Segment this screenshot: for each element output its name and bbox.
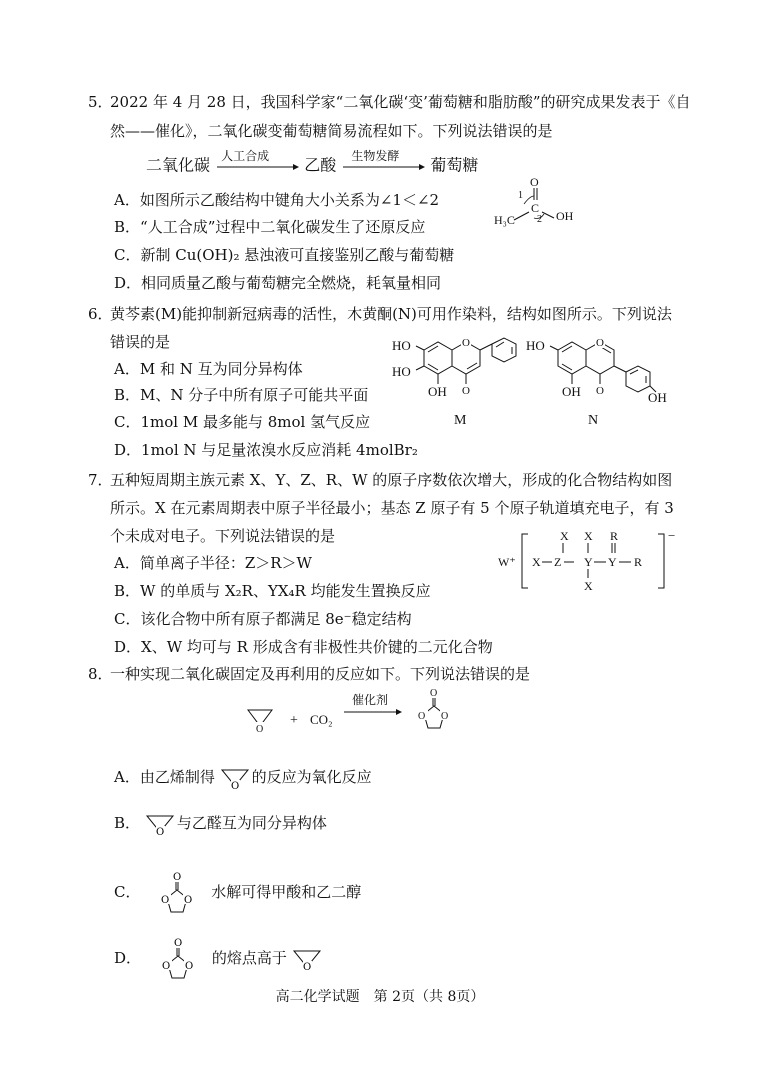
q8-stem-line1: 一种实现二氧化碳固定及再利用的反应如下。下列说法错误的是 <box>110 665 531 683</box>
q5-stem-line1: 2022 年 4 月 28 日，我国科学家“二氧化碳‘变’葡萄糖和脂肪酸”的研究成果发表于《自 <box>110 93 691 111</box>
q5-option-d: D．相同质量乙酸与葡萄糖完全燃烧，耗氧量相同 <box>114 274 442 292</box>
keto-o-n: O <box>596 385 604 397</box>
molecule-m-structure <box>388 336 528 436</box>
atom-x-4: X <box>584 579 593 593</box>
q7-option-c: C．该化合物中所有原子都满足 8e⁻稳定结构 <box>114 610 412 628</box>
atom-r-2: R <box>634 555 643 569</box>
atom-y-1: Y <box>584 555 593 569</box>
q7-stem-line3: 个未成对电子。下列说法错误的是 <box>110 527 336 545</box>
keto-o-m: O <box>462 385 470 397</box>
q5-option-a: A．如图所示乙酸结构中键角大小关系为∠1＜∠2 <box>114 191 440 209</box>
q6-option-a: A．M 和 N 互为同分异构体 <box>114 360 303 378</box>
page-footer: 高二化学试题 第 2页（共 8页） <box>275 989 485 1005</box>
svg-text:O: O <box>161 895 170 906</box>
svg-text:O: O <box>230 781 239 790</box>
label-n: N <box>588 413 599 428</box>
svg-text:O: O <box>256 724 264 735</box>
svg-text:O: O <box>441 711 449 722</box>
option-post: 水解可得甲酸和乙二醇 <box>211 883 362 901</box>
q5-stem-line2: 然——催化》，二氧化碳变葡萄糖简易流程如下。下列说法错误的是 <box>110 122 553 140</box>
ethylene-oxide-icon <box>292 947 324 971</box>
ethylene-carbonate-icon <box>418 688 450 728</box>
ring-o-n: O <box>596 337 604 349</box>
svg-text:O: O <box>173 872 182 883</box>
q6-option-d: D．1mol N 与足量浓溴水反应消耗 4molBr₂ <box>114 441 418 459</box>
compound-structure <box>494 526 694 600</box>
option-letter: C． <box>114 883 141 901</box>
option-pre: 由乙烯制得 <box>139 768 215 786</box>
catalyst-label: 催化剂 <box>352 693 389 707</box>
ho-group-m-1: HO <box>392 338 411 353</box>
flow-arrow-1-label: 人工合成 <box>221 149 270 163</box>
group-h3c: H₃C <box>494 213 515 227</box>
oh-group-n-1: OH <box>562 384 581 399</box>
option-post: 的熔点高于 <box>211 949 287 967</box>
q7-option-d: D．X、W 均可与 R 形成含有非极性共价键的二元化合物 <box>114 638 493 656</box>
molecule-n-structure <box>522 336 672 436</box>
angle-2-label: 2 <box>537 214 542 225</box>
q5-number: 5． <box>88 93 113 111</box>
flow-arrow-1 <box>215 149 299 178</box>
option-post: 与乙醛互为同分异构体 <box>176 814 327 832</box>
ethylene-carbonate-icon <box>154 936 204 982</box>
arrow-icon <box>341 154 425 178</box>
option-letter: B． <box>114 814 141 832</box>
charge-minus: − <box>668 528 676 543</box>
oh-group-n-2: OH <box>648 390 667 405</box>
q8-option-b <box>114 812 327 836</box>
atom-x-3: X <box>584 529 593 543</box>
co2-formula: CO₂ <box>310 712 333 727</box>
svg-text:O: O <box>430 688 438 699</box>
atom-x-1: X <box>532 555 541 569</box>
q8-option-c <box>114 870 361 916</box>
atom-o: O <box>530 175 539 189</box>
svg-text:O: O <box>418 711 426 722</box>
ethylene-oxide-icon <box>248 710 272 735</box>
label-m: M <box>454 413 467 428</box>
q5-option-c: C．新制 Cu(OH)₂ 悬浊液可直接鉴别乙酸与葡萄糖 <box>114 246 455 264</box>
q5-flow <box>146 149 479 178</box>
atom-r-1: R <box>610 529 619 543</box>
flow-arrow-2-label: 生物发酵 <box>351 149 400 163</box>
q7-option-b: B．W 的单质与 X₂R、YX₄R 均能发生置换反应 <box>114 582 431 600</box>
option-post: 的反应为氧化反应 <box>251 768 372 786</box>
plus-sign: + <box>290 713 298 728</box>
q7-option-a: A．简单离子半径：Z＞R＞W <box>114 554 312 572</box>
ring-o-m: O <box>462 337 470 349</box>
option-letter: D． <box>114 949 142 967</box>
svg-text:O: O <box>302 962 311 971</box>
q6-option-b: B．M、N 分子中所有原子可能共平面 <box>114 386 369 404</box>
option-letter: A． <box>114 768 140 786</box>
arrow-icon <box>215 154 299 178</box>
flow-arrow-2 <box>341 149 425 178</box>
ethylene-carbonate-icon <box>153 870 203 916</box>
acetic-acid-structure <box>494 172 584 232</box>
svg-text:O: O <box>161 961 171 972</box>
q7-stem-line2: 所示。X 在元素周期表中原子半径最小；基态 Z 原子有 5 个原子轨道填充电子，有 3 <box>110 499 674 517</box>
q5-option-b: B．“人工合成”过程中二氧化碳发生了还原反应 <box>114 218 426 236</box>
ethylene-oxide-icon <box>145 812 177 836</box>
ho-group-n: HO <box>526 338 545 353</box>
cation-w: W⁺ <box>498 555 516 569</box>
ho-group-m-2: HO <box>392 364 411 379</box>
q6-stem-line2: 错误的是 <box>110 333 171 351</box>
atom-y-2: Y <box>608 555 617 569</box>
svg-text:O: O <box>184 961 194 972</box>
q7-stem-line1: 五种短周期主族元素 X、Y、Z、R、W 的原子序数依次增大，形成的化合物结构如图 <box>110 471 673 489</box>
atom-x-2: X <box>560 529 569 543</box>
svg-text:O: O <box>184 895 193 906</box>
q8-number: 8． <box>88 665 113 683</box>
q6-stem-line1: 黄芩素(M)能抑制新冠病毒的活性，木黄酮(N)可用作染料，结构如图所示。下列说法 <box>110 305 672 323</box>
svg-text:O: O <box>155 827 165 836</box>
oh-group-m: OH <box>428 384 447 399</box>
flow-end: 葡萄糖 <box>430 155 479 175</box>
reaction-equation <box>244 686 464 746</box>
svg-text:O: O <box>173 938 183 949</box>
ethylene-oxide-icon <box>220 766 252 790</box>
flow-mid: 乙酸 <box>304 155 337 175</box>
atom-z: Z <box>554 555 562 569</box>
q8-option-d <box>114 936 324 982</box>
atom-c: C <box>531 201 540 215</box>
group-oh: OH <box>556 209 574 223</box>
q8-option-a <box>114 766 372 790</box>
flow-start: 二氧化碳 <box>146 155 211 175</box>
angle-1-label: 1 <box>518 190 523 201</box>
q6-number: 6． <box>88 305 113 323</box>
q7-number: 7． <box>88 471 113 489</box>
q6-option-c: C．1mol M 最多能与 8mol 氢气反应 <box>114 413 371 431</box>
